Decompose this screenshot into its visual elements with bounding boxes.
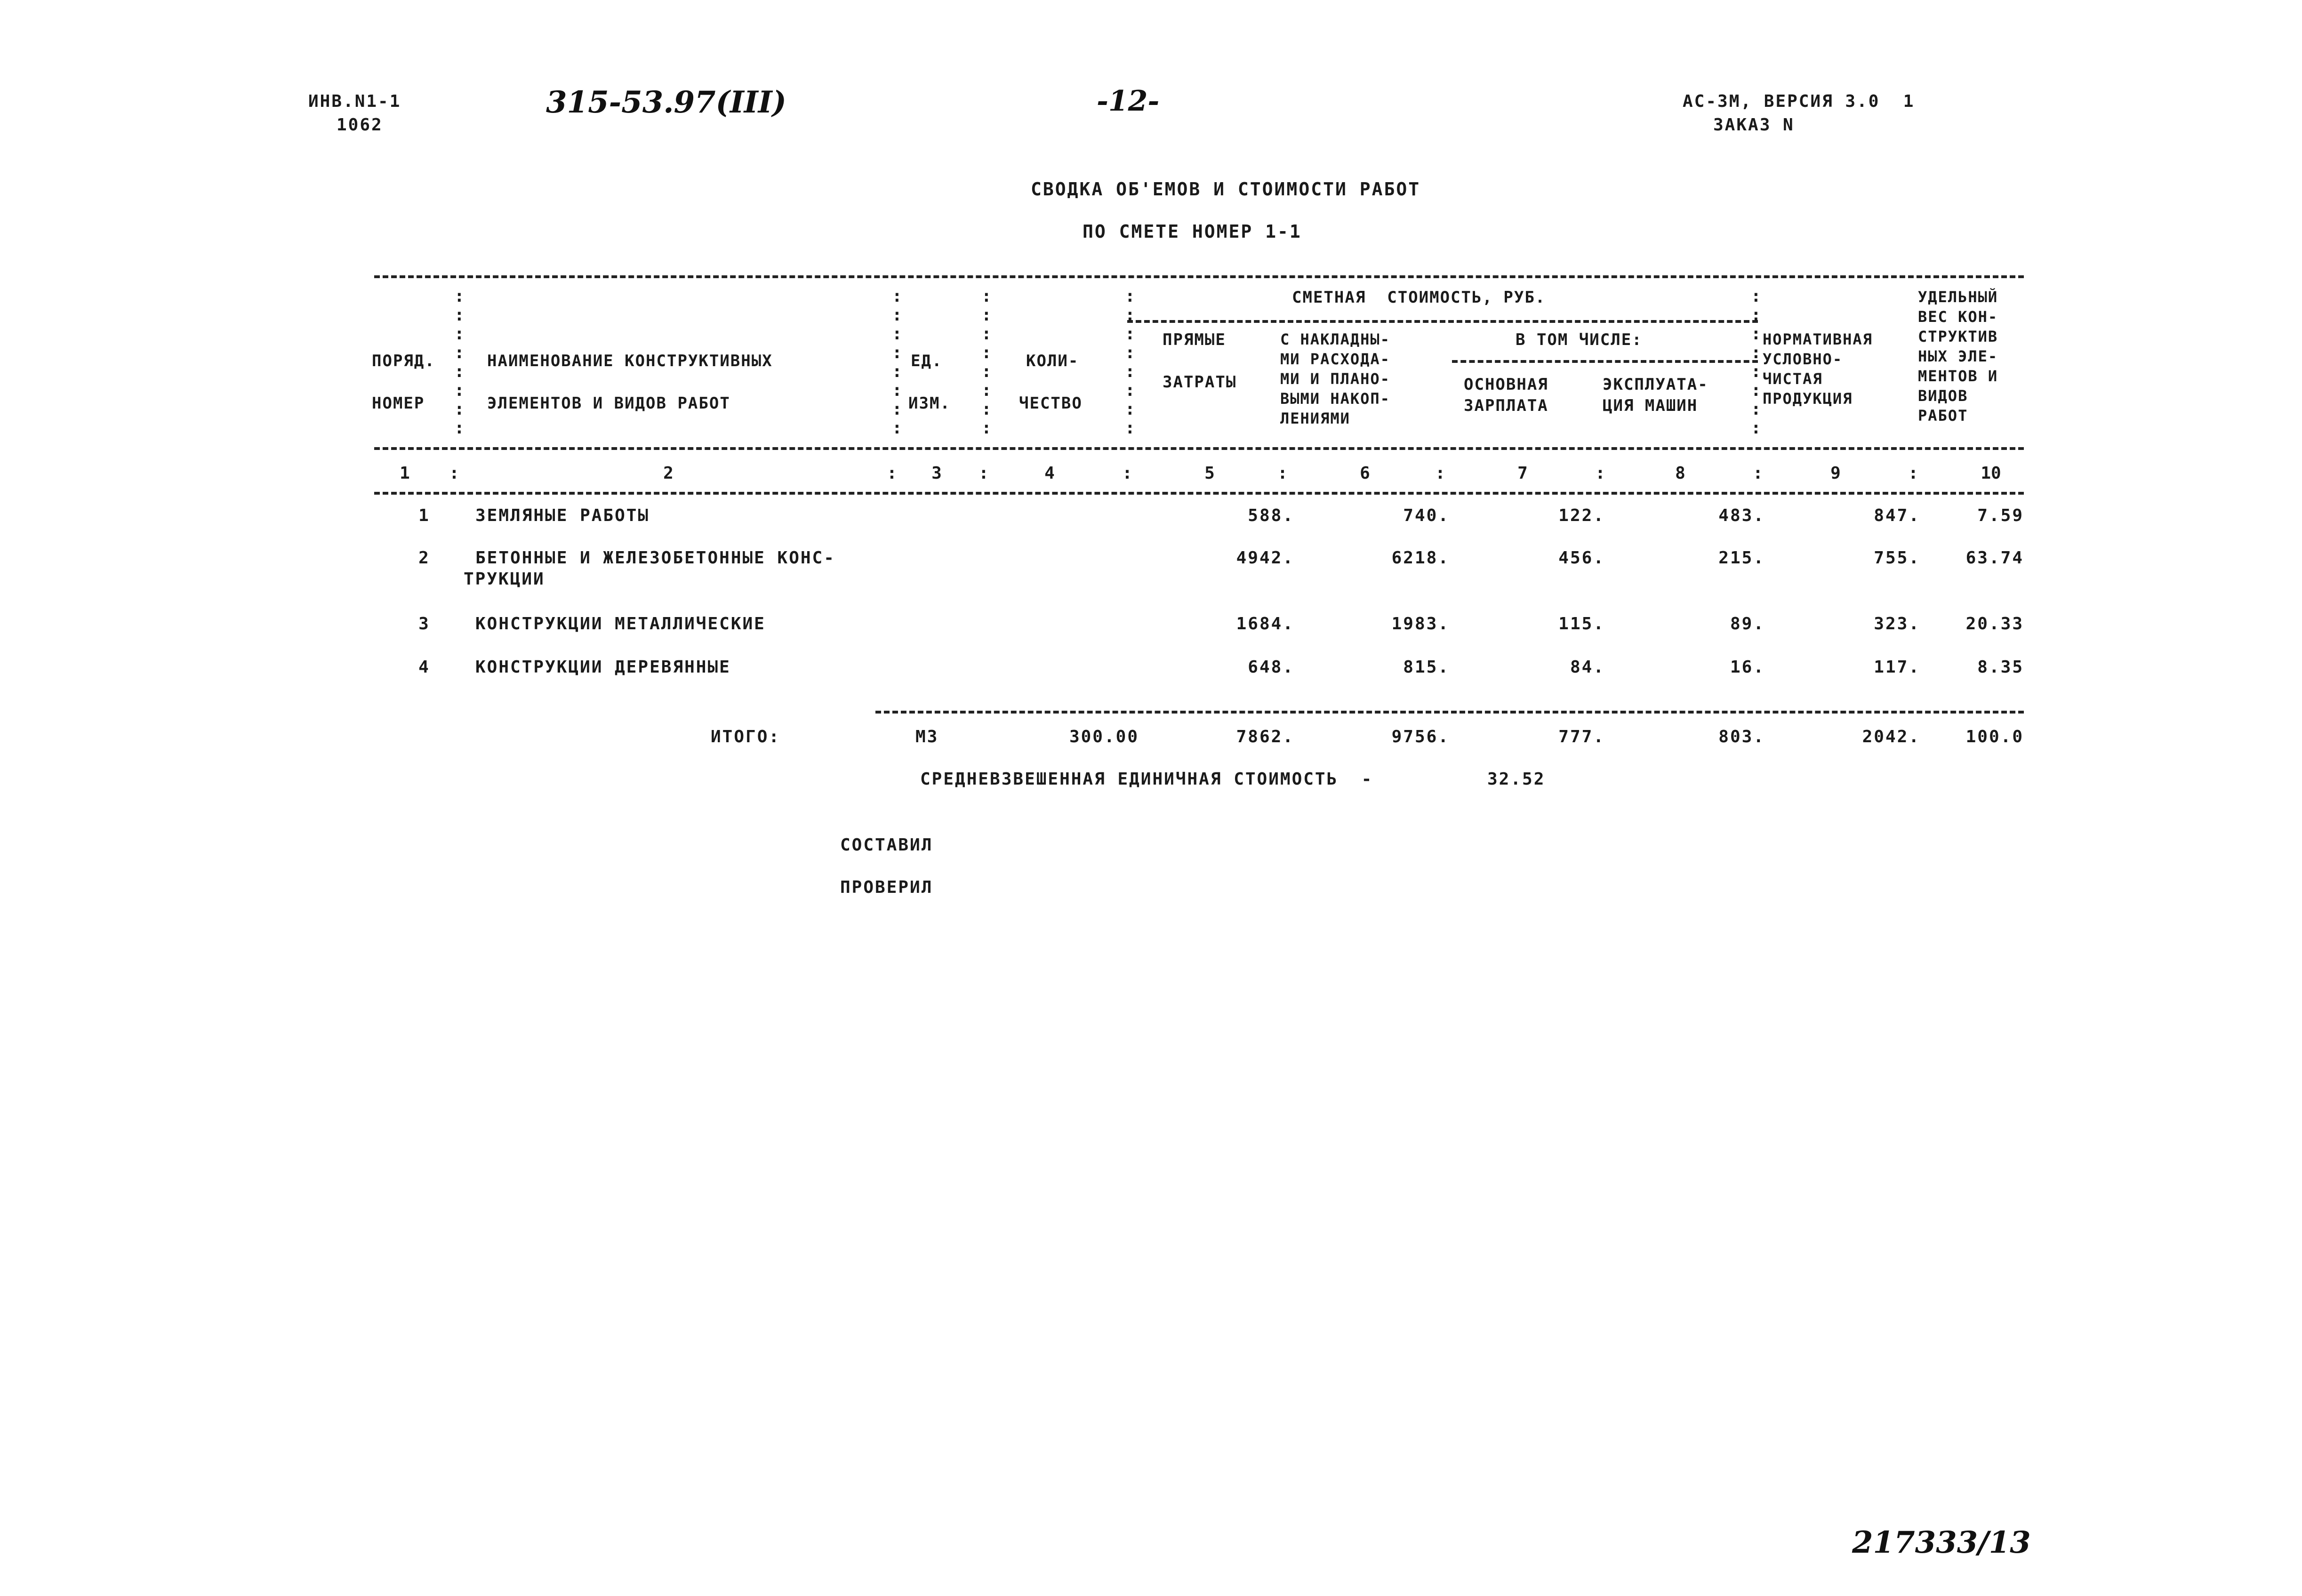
cell-net-production: 847. — [1874, 506, 1920, 525]
total-direct-costs: 7862. — [1236, 727, 1294, 746]
compiled-by-label: СОСТАВИЛ — [840, 835, 933, 855]
cell-specific-weight: 7.59 — [1977, 506, 2024, 525]
col5-header-b: ЗАТРАТЫ — [1163, 373, 1237, 392]
colnum-9: 9 — [1830, 464, 1841, 483]
total-base-salary: 777. — [1558, 727, 1605, 746]
col7-header-b: ЗАРПЛАТА — [1464, 396, 1548, 415]
inventory-number: ИНВ.N1-1 — [308, 92, 401, 111]
report-title: СВОДКА ОБ'ЕМОВ И СТОИМОСТИ РАБОТ — [1031, 179, 1421, 200]
cell-machine-operation: 215. — [1718, 548, 1765, 568]
cell-machine-operation: 89. — [1730, 614, 1765, 634]
cell-net-production: 323. — [1874, 614, 1920, 634]
cell-machine-operation: 16. — [1730, 658, 1765, 677]
col10-header-d: НЫХ ЭЛЕ- — [1918, 347, 1998, 365]
col10-header — [1918, 287, 1998, 425]
col10-header-f: ВИДОВ — [1918, 387, 1968, 405]
colnum-3: 3 — [931, 464, 942, 483]
col6-header-d: ВЫМИ НАКОП- — [1280, 390, 1390, 408]
order-label: ЗАКАЗ N — [1713, 115, 1795, 135]
colnum-sep: : — [1595, 464, 1605, 483]
incl-group-rule — [1452, 360, 1758, 363]
col6-header-e: ЛЕНИЯМИ — [1280, 409, 1350, 427]
colnum-1: 1 — [400, 464, 410, 483]
cell-base-salary: 115. — [1558, 614, 1605, 634]
col6-header-c: МИ И ПЛАНО- — [1280, 370, 1390, 388]
col9-header-c: ЧИСТАЯ — [1763, 370, 1823, 388]
col10-header-b: ВЕС КОН- — [1918, 308, 1998, 326]
header-sep-4: : : : : : : : : — [1125, 287, 1135, 438]
col9-header-a: НОРМАТИВНАЯ — [1763, 330, 1873, 348]
cell-direct-costs: 1684. — [1236, 614, 1294, 634]
total-specific-weight: 100.0 — [1965, 727, 2024, 746]
col6-header-b: МИ РАСХОДА- — [1280, 350, 1390, 368]
row-name: ЗЕМЛЯНЫЕ РАБОТЫ — [475, 506, 650, 525]
colnum-sep: : — [449, 464, 459, 483]
row-number: 3 — [418, 614, 429, 634]
row-name: КОНСТРУКЦИИ МЕТАЛЛИЧЕСКИЕ — [475, 614, 766, 634]
cell-direct-costs: 648. — [1248, 658, 1294, 677]
weighted-cost-label: СРЕДНЕВЗВЕШЕННАЯ ЕДИНИЧНАЯ СТОИМОСТЬ - — [920, 770, 1373, 789]
col3-header-b: ИЗМ. — [908, 394, 951, 413]
total-machine-operation: 803. — [1718, 727, 1765, 746]
header-bottom-rule — [374, 447, 2024, 450]
cell-overhead-costs: 6218. — [1391, 548, 1450, 568]
row-number: 4 — [418, 658, 429, 677]
col5-header-a: ПРЯМЫЕ — [1163, 330, 1226, 349]
weighted-cost-value: 32.52 — [1487, 770, 1546, 789]
col4-header-a: КОЛИ- — [1026, 352, 1079, 370]
total-net-production: 2042. — [1862, 727, 1920, 746]
total-label: ИТОГО: — [711, 727, 781, 746]
cell-specific-weight: 20.33 — [1965, 614, 2024, 634]
row-number: 2 — [418, 548, 429, 568]
colnum-5: 5 — [1204, 464, 1215, 483]
total-quantity: 300.00 — [1069, 727, 1139, 746]
col10-header-e: МЕНТОВ И — [1918, 367, 1998, 385]
col3-header-a: ЕД. — [911, 352, 943, 370]
col2-header-b: ЭЛЕМЕНТОВ И ВИДОВ РАБОТ — [487, 394, 730, 413]
colnum-sep: : — [1435, 464, 1445, 483]
col1-header-b: НОМЕР — [372, 394, 425, 413]
cell-direct-costs: 4942. — [1236, 548, 1294, 568]
colnum-sep: : — [1122, 464, 1132, 483]
col10-header-c: СТРУКТИВ — [1918, 328, 1998, 345]
colnum-7: 7 — [1517, 464, 1528, 483]
checked-by-label: ПРОВЕРИЛ — [840, 878, 933, 897]
colnum-bottom-rule — [374, 492, 2024, 495]
total-rule — [875, 711, 2024, 714]
colnum-8: 8 — [1675, 464, 1685, 483]
row-name: БЕТОННЫЕ И ЖЕЛЕЗОБЕТОННЫЕ КОНС- — [475, 548, 835, 568]
col9-header-b: УСЛОВНО- — [1763, 350, 1843, 368]
page-number: -12- — [1097, 85, 1160, 118]
col4-header-b: ЧЕСТВО — [1019, 394, 1083, 413]
row-number: 1 — [418, 506, 429, 525]
header-sep-2: : : : : : : : : — [892, 287, 902, 438]
cell-direct-costs: 588. — [1248, 506, 1294, 525]
total-overhead-costs: 9756. — [1391, 727, 1450, 746]
col2-header-a: НАИМЕНОВАНИЕ КОНСТРУКТИВНЫХ — [487, 352, 773, 370]
row-name-cont: ТРУКЦИИ — [464, 569, 545, 589]
header-sep-3: : : : : : : : : — [981, 287, 992, 438]
col10-header-g: РАБОТ — [1918, 407, 1968, 425]
version-label: АС-3М, ВЕРСИЯ 3.0 1 — [1683, 92, 1915, 111]
cell-base-salary: 84. — [1570, 658, 1605, 677]
colnum-2: 2 — [663, 464, 674, 483]
cell-specific-weight: 8.35 — [1977, 658, 2024, 677]
cell-base-salary: 456. — [1558, 548, 1605, 568]
cell-net-production: 117. — [1874, 658, 1920, 677]
col9-header — [1763, 329, 1873, 409]
colnum-sep: : — [1753, 464, 1763, 483]
colnum-6: 6 — [1360, 464, 1370, 483]
col6-header-a: С НАКЛАДНЫ- — [1280, 330, 1390, 348]
total-unit: М3 — [915, 727, 939, 746]
header-sep-9: : : : : : : : : — [1751, 287, 1761, 438]
colnum-sep: : — [979, 464, 989, 483]
cell-overhead-costs: 1983. — [1391, 614, 1450, 634]
cell-machine-operation: 483. — [1718, 506, 1765, 525]
col1-header-a: ПОРЯД. — [372, 352, 435, 370]
cost-group-header: СМЕТНАЯ СТОИМОСТЬ, РУБ. — [1292, 288, 1546, 307]
col8-header-a: ЭКСПЛУАТА- — [1603, 375, 1708, 394]
colnum-sep: : — [887, 464, 897, 483]
colnum-sep: : — [1277, 464, 1288, 483]
cell-net-production: 755. — [1874, 548, 1920, 568]
table-top-rule — [374, 275, 2024, 278]
cell-base-salary: 122. — [1558, 506, 1605, 525]
cell-specific-weight: 63.74 — [1965, 548, 2024, 568]
cell-overhead-costs: 740. — [1403, 506, 1450, 525]
row-name: КОНСТРУКЦИИ ДЕРЕВЯННЫЕ — [475, 658, 731, 677]
col7-header-a: ОСНОВНАЯ — [1464, 375, 1548, 394]
col9-header-d: ПРОДУКЦИЯ — [1763, 390, 1853, 408]
col10-header-a: УДЕЛЬНЫЙ — [1918, 288, 1998, 306]
inventory-code: 1062 — [337, 115, 383, 135]
cell-overhead-costs: 815. — [1403, 658, 1450, 677]
header-sep-1: : : : : : : : : — [454, 287, 465, 438]
colnum-sep: : — [1908, 464, 1918, 483]
colnum-10: 10 — [1981, 464, 2001, 483]
report-subtitle: ПО СМЕТЕ НОМЕР 1-1 — [1083, 221, 1302, 242]
col8-header-b: ЦИЯ МАШИН — [1603, 396, 1698, 415]
document-number: 315-53.97(III) — [546, 85, 786, 120]
col6-header — [1280, 329, 1390, 428]
cost-group-rule — [1127, 320, 1758, 323]
colnum-4: 4 — [1044, 464, 1055, 483]
incl-group-header: В ТОМ ЧИСЛЕ: — [1516, 330, 1643, 349]
archive-stamp: 217333/13 — [1852, 1525, 2031, 1560]
